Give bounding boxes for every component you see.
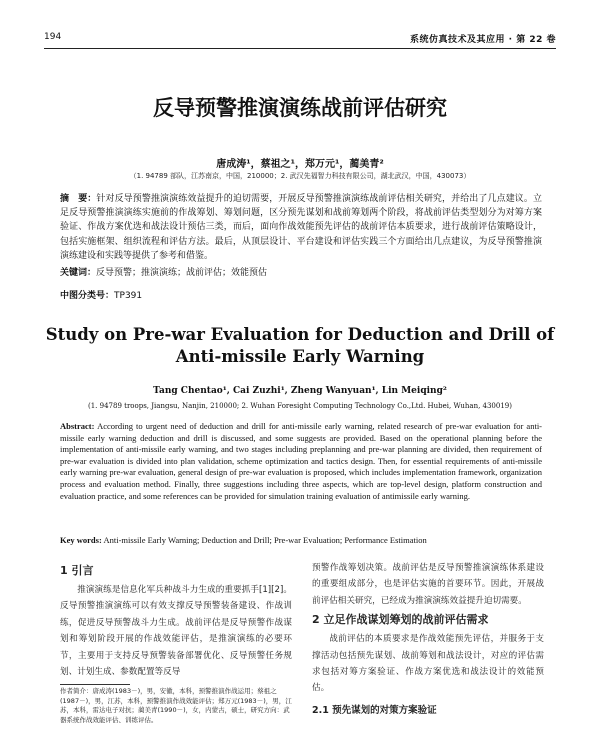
author-footnote: 作者简介：唐成涛(1983－)，男，安徽，本科，预警推演作战运用；蔡祖之(1987－)，男，江苏，本科，预警推演作战效能评估；郑万元(1983－)，男，江苏，本科，雷达电子对抗；蔺美青(1990－)，女，内蒙古，硕士，研究方向：武器系统作战效能评估、训练评估。 [60, 687, 292, 724]
authors-cn: 唐成涛¹，蔡祖之¹，郑万元¹，蔺美青² [216, 159, 384, 170]
keywords-cn [60, 265, 542, 278]
section-1-heading: 1 引言 [60, 564, 94, 577]
body-column-right [312, 560, 544, 721]
title-en: Study on Pre-war Evaluation for Deduction and Drill of Anti-missile Early Warning [45, 325, 555, 366]
classification-cn-label: 中图分类号： [60, 291, 115, 301]
classification-cn-text: TP391 [114, 291, 143, 301]
keywords-cn-label: 关键词： [60, 268, 97, 278]
keywords-en-text: Anti-missile Early Warning; Deduction and Drill; Pre-war Evaluation; Performance Estimation [103, 535, 427, 545]
keywords-en [60, 535, 550, 545]
journal-name: 系统仿真技术及其应用 · 第 22 卷 [410, 35, 556, 45]
page-number: 194 [44, 32, 62, 42]
running-header [44, 32, 556, 46]
affiliation-en: (1. 94789 troops, Jiangsu, Nanjin, 210000; 2. Wuhan Foresight Computing Technology Co.,Ltd. Hubei, Wuhan, 430019) [88, 402, 512, 410]
abstract-cn-text: 针对反导预警推演演练效益提升的迫切需要，开展反导预警推演演练战前评估相关研究，并给出了几点建议。立足反导预警推演演练实施前的作战筹划、筹划问题，区分预先谋划和战前筹划两个阶段，将战前评估类型划分为对筹方案验证、作战方案优选和战法设计预估三类，而后，面向作战效能预先评估的战前评估本质要求，进行战前评估策略设计，包括实施框架、组织流程和评估方法。最后，从顶层设计、平台建设和评估实践三个方面给出几点建议，为反导预警推演演练建设和实践等提供了参考和借鉴。 [60, 194, 542, 261]
subsection-2-1-heading: 2.1 预先谋划的对策方案验证 [312, 704, 437, 716]
abstract-en-label: Abstract: [60, 421, 95, 431]
section-2-paragraph: 战前评估的本质要求是作战效能预先评估，并服务于支撑活动包括预先谋划、战前筹划和战法设计，对应的评估需求包括对筹方案验证、作战方案优选和战法设计的效能预估。 [312, 634, 544, 694]
affiliation-cn: （1. 94789 部队，江苏南京，中国，210000；2. 武汉先福智力科技有限公司，湖北武汉，中国，430073） [129, 172, 471, 180]
body-column-left [60, 560, 292, 725]
classification-cn [60, 288, 542, 301]
title-cn: 反导预警推演演练战前评估研究 [153, 96, 447, 120]
section-1-paragraph: 推演演练是信息化军兵种战斗力生成的重要抓手[1][2]。反导预警推演演练可以有效支撑反导预警装备建设、作战训练，促进反导预警战斗力生成。战前评估是反导预警作战谋划和筹划阶段开展的作战效能评估，是推演演练的必要环节，主要用于支持反导预警装备部署优化、反导预警任务规划、计划生成、参数配置等反导 [60, 585, 292, 678]
footnote-rule [60, 684, 130, 685]
abstract-cn [60, 192, 542, 263]
authors-en: Tang Chentao¹, Cai Zuzhi¹, Zheng Wanyuan¹, Lin Meiqing² [153, 386, 447, 396]
abstract-cn-label: 摘 要： [60, 194, 97, 204]
abstract-en [60, 421, 542, 502]
section-2-heading: 2 立足作战谋划筹划的战前评估需求 [312, 613, 489, 627]
keywords-cn-text: 反导预警；推演演练；战前评估；效能预估 [96, 268, 268, 278]
abstract-en-text: According to urgent need of deduction and drill for anti-missile early warning, related research of pre-war evaluation for anti-missile early warning deduction and drill is discussed, and some suggests are provided. Based on the operational planning before the implementation of anti-missile early warning, and two stages including preplanning and pre-war planning are divided, then requirement of pre-war evaluation is divided into plan validation, scheme optimization and tactics design. Then, for essential requirements of anti-missile early warning pre-war evaluation, general design of pre-war evaluation is proposed, which includes implementation framework, organization process and evaluation method. Finally, three suggestions including three aspects, which are top-level design, platform construction and evaluation practice, and some references can be provided for simulation training evaluation of antimissile early warning. [60, 421, 543, 501]
keywords-en-label: Key words: [60, 535, 102, 545]
header-rule [44, 48, 556, 49]
section-1-continued: 预警作战筹划决策。战前评估是反导预警推演演练体系建设的重要组成部分，也是评估实施的首要环节。因此，开展战前评估相关研究，已经成为推演演练效益提升迫切需要。 [312, 563, 544, 606]
